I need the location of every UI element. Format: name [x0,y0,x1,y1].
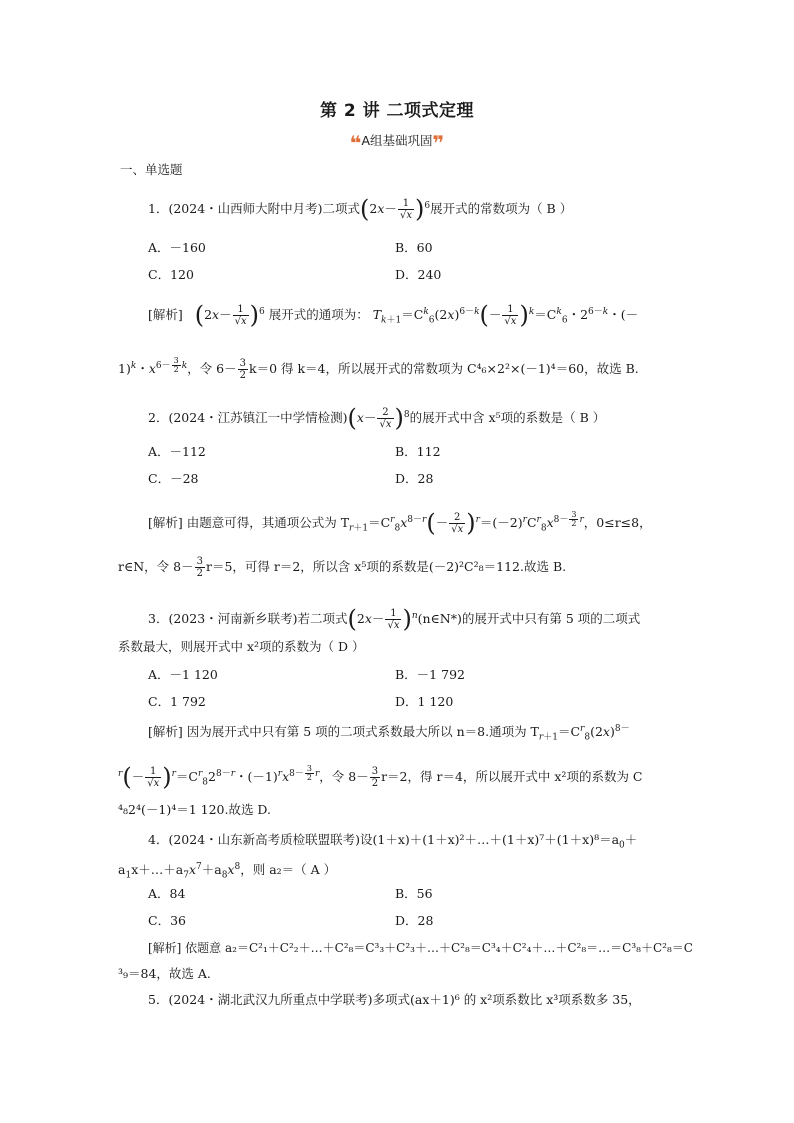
question-4-solution-line-2: ³₉＝84，故选 A. [118,966,211,981]
question-3-stem-line-2: 系数最大，则展开式中 x²项的系数为（ D ） [118,639,365,654]
close-quote-icon: ❞ [432,131,445,155]
question-3-option-c: C．1 792 [148,694,206,709]
question-2-solution-line-1: [解析] 由题意可得，其通项公式为 $T_{r+1}=C^r_8x^{8-r}(-$ $\frac{2}{√x}$ )$^r=(-2)^rC^r_8x^{8- \frac{3}{2} r}$，0≤r≤8， [148,509,652,538]
question-3-option-b: B．－1 792 [395,667,465,682]
open-quote-icon: ❝ [349,131,362,155]
question-4-option-b: B．56 [395,886,433,901]
question-2-option-b: B．112 [395,444,441,459]
question-2-option-d: D．28 [395,471,434,486]
question-4-option-d: D．28 [395,913,434,928]
page-title: 第 2 讲 二项式定理 [319,101,475,121]
question-1-option-a: A．－160 [148,240,206,255]
question-1-stem: 1．(2024・山西师大附中月考)二项式(2x－ $\frac{1}{√x}$ )$^6$展开式的常数项为（ B ） [148,195,573,224]
question-4-stem-line-1: 4．(2024・山东新高考质检联盟联考)设$(1+x)+(1+x)^2+\dots+(1+x)^7+(1+x)^8=a_0+$ [148,832,638,851]
question-4-option-c: C．36 [148,913,186,928]
section-heading: 一、单选题 [120,162,183,177]
question-1-option-c: C．120 [148,267,194,282]
question-3-solution-line-3: ⁴₈2⁴(－1)⁴＝1 120.故选 D. [118,802,271,817]
group-label: A组基础巩固 [361,133,433,148]
question-3-solution-line-1: [解析] 因为展开式中只有第 5 项的二项式系数最大所以 n＝8.通项为 $T_{r+1}=C^r_8(2x)^{8-}$ [148,724,630,743]
question-3-option-a: A．－1 120 [148,667,218,682]
question-1-option-d: D．240 [395,267,442,282]
question-5-stem: 5．(2024・湖北武汉九所重点中学联考)多项式(ax＋1)⁶ 的 x²项系数比 x³项系数多 35， [148,992,641,1007]
question-3-stem-line-1: 3．(2023・河南新乡联考)若二项式(2x－ $\frac{1}{√x}$ )$^n$(n∈N*)的展开式中只有第 5 项的二项式 [148,605,641,634]
question-4-option-a: A．84 [148,886,186,901]
question-3-solution-line-2: $^r$(－ $\frac{1}{√x}$ )$^r=C^r_82^{8-r}$・$(-1)^rx^{8- \frac{3}{2} r}$，令 8－ $\frac{3}{2}$ r＝2，得 r＝4，所以展开式中 x²项的系数为 C [118,763,643,792]
question-4-solution-line-1: [解析] 依题意 a₂＝C²₁＋C²₂＋…＋C²₈＝C³₃＋C²₃＋…＋C²₈＝C³₄＋C²₄＋…＋C²₈＝…＝C³₈＋C²₈＝C [148,941,693,955]
question-2-option-a: A．－112 [148,444,206,459]
group-heading [0,131,794,155]
question-2-stem: 2．(2024・江苏镇江一中学情检测)(x－ $\frac{2}{√x}$ )$^8$的展开式中含 x⁵项的系数是（ B ） [148,404,606,433]
question-3-option-d: D．1 120 [395,694,454,709]
question-1-option-b: B．60 [395,240,433,255]
question-2-option-c: C．－28 [148,471,199,486]
question-1-solution-line-1: [解析] (2x－ $\frac{1}{√x}$ )$^6$ 展开式的通项为： $T_{k+1}=C^k_6(2x)^{6-k}(-$ $\frac{1}{√x}$ )$^k=C^k_6$・$2^{6-k}$・(－ [148,301,639,330]
question-4-stem-line-2: $a_1x+\dots+a_7x^7+a_8x^8$，则 a₂＝（ A ） [118,862,337,881]
question-1-solution-line-2: 1)$^k$・$x^{6- \frac{3}{2} k}$，令 6－ $\frac{3}{2}$ k＝0 得 k＝4，所以展开式的常数项为 C⁴₆×2²×(－1)⁴＝60，故选 B. [118,356,639,382]
question-2-solution-line-2: r∈N，令 8－ $\frac{3}{2}$ r＝5，可得 r＝2，所以含 x⁵项的系数是(－2)²C²₈＝112.故选 B. [118,556,567,579]
